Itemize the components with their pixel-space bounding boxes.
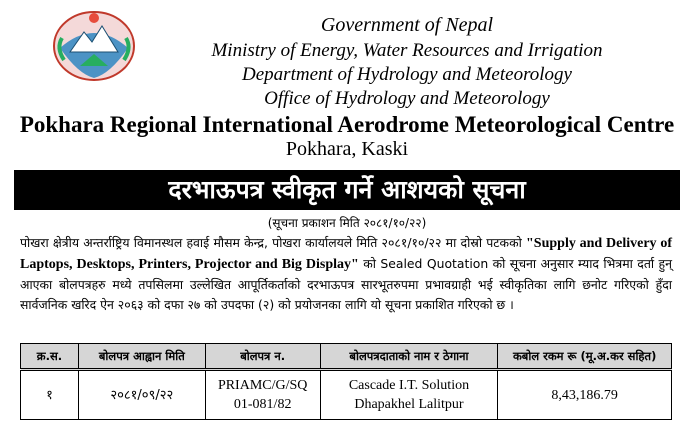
col-header-amount: कबोल रकम रू (मू.अ.कर सहित) [498, 344, 672, 370]
col-header-sn: क्र.स. [21, 344, 79, 370]
centre-title: Pokhara Regional International Aerodrome Meteorological Centre [19, 112, 675, 137]
table-row [21, 370, 672, 420]
col-header-bid-no: बोलपत्र न. [205, 344, 320, 370]
cell-date: २०८१/०९/२२ [78, 370, 205, 420]
body-rest: को Sealed Quotation को सूचना अनुसार म्याद भित्रमा दर्ता हुन् आएका बोलपत्रहरु मध्ये तपसिलमा उल्लेखित आपूर्तिकर्ताको दरभाऊपत्र सारभूतरुपमा प्रभावग्राही भई स्वीकृतिका लागि छनोट गरिएको हुँदा सार्वजनिक खरिद ऐन २०६३ को दफा २७ को उपदफा (२) को प्रयोजनका लागि यो सूचना प्रकाशित गरिएको छ । [20, 256, 672, 312]
notice-body [20, 233, 672, 315]
cell-bidder [320, 370, 498, 420]
letterhead [0, 0, 694, 170]
cell-amount: 8,43,186.79 [498, 370, 672, 420]
government-title: Government of Nepal [320, 14, 494, 36]
cell-sn: १ [21, 370, 79, 420]
location-title: Pokhara, Kaski [285, 138, 409, 160]
ministry-title: Ministry of Energy, Water Resources and Irrigation [211, 40, 603, 61]
office-title: Office of Hydrology and Meteorology [264, 88, 550, 109]
bid-no-line-1: PRIAMC/G/SQ [217, 378, 308, 393]
body-item: "Supply and Delivery of Laptops, Desktops, Printers, Projector and Big Display" [20, 236, 672, 272]
publication-date: (सूचना प्रकाशन मिति २०८१/१०/२२) [267, 216, 427, 230]
body-intro: पोखरा क्षेत्रीय अन्तर्राष्ट्रिय विमानस्थल हवाई मौसम केन्द्र, पोखरा कार्यालयले मिति २०८१/१०/२२ मा दोस्रो पटकको [20, 235, 527, 250]
department-title: Department of Hydrology and Meteorology [242, 64, 572, 85]
bidder-address: Dhapakhel Lalitpur [354, 397, 464, 412]
table-header-row [21, 344, 672, 370]
cell-bid-no [205, 370, 320, 420]
col-header-bidder: बोलपत्रदाताको नाम र ठेगाना [320, 344, 498, 370]
bid-table [20, 343, 672, 420]
bid-no-line-2: 01-081/82 [233, 397, 292, 412]
col-header-date: बोलपत्र आह्वान मिति [78, 344, 205, 370]
notice-banner: दरभाऊपत्र स्वीकृत गर्ने आशयको सूचना [14, 170, 680, 210]
bidder-name: Cascade I.T. Solution [348, 378, 470, 393]
